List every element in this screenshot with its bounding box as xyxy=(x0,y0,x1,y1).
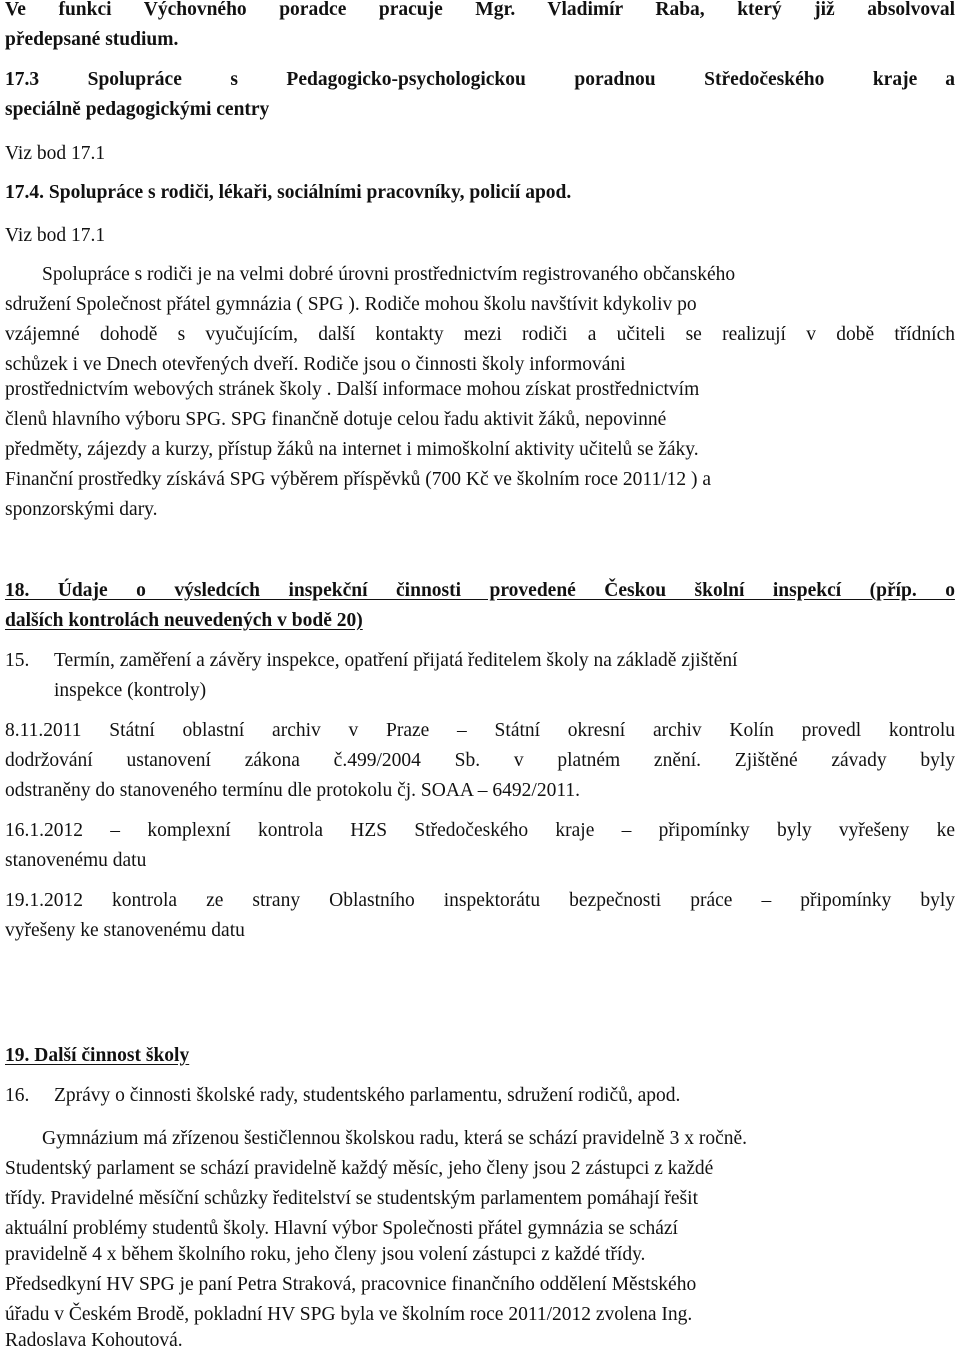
advisor-paragraph-line-1: Ve funkci Výchovného poradce pracuje Mgr. Vladimír Raba, který již absolvoval xyxy=(5,0,955,20)
section-17-3-heading-line-2: speciálně pedagogickými centry xyxy=(5,99,270,120)
inspection-3-line-1: 19.1.2012 kontrola ze strany Oblastního inspektorátu bezpečnosti práce – připomínky byly xyxy=(5,890,955,911)
item-15-text: Termín, zaměření a závěry inspekce, opatření přijatá ředitelem školy na základě zjištění xyxy=(54,650,738,671)
advisor-paragraph-line-2: předepsané studium. xyxy=(5,29,179,50)
section-17-4-reference: Viz bod 17.1 xyxy=(5,225,106,246)
council-paragraph-line-5: pravidelně 4 x během školního roku, jeho členy jsou volení zástupci z každé třídy. xyxy=(5,1244,646,1265)
council-paragraph-line-7: úřadu v Českém Brodě, pokladní HV SPG byla ve školním roce 2011/2012 zvolena Ing. xyxy=(5,1304,693,1325)
council-paragraph-line-2: Studentský parlament se schází pravidelně každý měsíc, jeho členy jsou 2 zástupci z každé xyxy=(5,1158,714,1179)
section-17-3-reference: Viz bod 17.1 xyxy=(5,143,106,164)
inspection-1-line-3: odstraněny do stanoveného termínu dle protokolu čj. SOAA – 6492/2011. xyxy=(5,780,580,801)
inspection-2-line-1: 16.1.2012 – komplexní kontrola HZS Středočeského kraje – připomínky byly vyřešeny ke xyxy=(5,820,955,841)
item-15-line-2: inspekce (kontroly) xyxy=(54,680,207,701)
parents-paragraph-line-6: členů hlavního výboru SPG. SPG finančně dotuje celou řadu aktivit žáků, nepovinné xyxy=(5,409,667,430)
council-paragraph-line-3: třídy. Pravidelné měsíční schůzky ředitelství se studentským parlamentem pomáhají řešit xyxy=(5,1188,698,1209)
inspection-1-line-2: dodržování ustanovení zákona č.499/2004 Sb. v platném znění. Zjištěné závady byly xyxy=(5,750,955,771)
section-17-3-heading-end: a xyxy=(945,69,955,90)
item-16-line xyxy=(5,1086,955,1106)
section-19-heading: 19. Další činnost školy xyxy=(5,1045,190,1066)
item-16-text: Zprávy o činnosti školské rady, studentského parlamentu, sdružení rodičů, apod. xyxy=(54,1085,681,1106)
parents-paragraph-line-8: Finanční prostředky získává SPG výběrem příspěvků (700 Kč ve školním roce 2011/12 ) a xyxy=(5,469,712,490)
parents-paragraph-line-9: sponzorskými dary. xyxy=(5,499,158,520)
council-paragraph-line-1: Gymnázium má zřízenou šestičlennou školskou radu, která se schází pravidelně 3 x ročně. xyxy=(42,1128,748,1149)
section-17-3-heading-text: 17.3 Spolupráce s Pedagogicko-psychologickou poradnou Středočeského kraje xyxy=(5,69,918,90)
parents-paragraph-line-5: prostřednictvím webových stránek školy . Další informace mohou získat prostřednictvím xyxy=(5,379,700,400)
inspection-2-line-2: stanovenému datu xyxy=(5,850,147,871)
parents-paragraph-line-7: předměty, zájezdy a kurzy, přístup žáků na internet i mimoškolní aktivity učitelů se žáky. xyxy=(5,439,699,460)
parents-paragraph-line-2: sdružení Společnost přátel gymnázia ( SPG ). Rodiče mohou školu navštívit kdykoliv po xyxy=(5,294,697,315)
item-16-number: 16. xyxy=(5,1085,30,1106)
section-17-3-heading xyxy=(5,70,955,90)
council-paragraph-line-4: aktuální problémy studentů školy. Hlavní výbor Společnosti přátel gymnázia se schází xyxy=(5,1218,678,1239)
parents-paragraph-line-4: schůzek i ve Dnech otevřených dveří. Rodiče jsou o činnosti školy informováni xyxy=(5,354,626,375)
council-paragraph-line-6: Předsedkyní HV SPG je paní Petra Straková, pracovnice finančního oddělení Městského xyxy=(5,1274,697,1295)
section-17-4-heading: 17.4. Spolupráce s rodiči, lékaři, sociálními pracovníky, policií apod. xyxy=(5,182,572,203)
council-paragraph-line-8: Radoslava Kohoutová. xyxy=(5,1330,183,1351)
item-15-line-1 xyxy=(5,651,955,671)
inspection-3-line-2: vyřešeny ke stanovenému datu xyxy=(5,920,245,941)
inspection-1-line-1: 8.11.2011 Státní oblastní archiv v Praze – Státní okresní archiv Kolín provedl kontrolu xyxy=(5,720,955,741)
section-18-heading-line-2: dalších kontrolách neuvedených v bodě 20) xyxy=(5,610,363,631)
parents-paragraph-line-1: Spolupráce s rodiči je na velmi dobré úrovni prostřednictvím registrovaného občanského xyxy=(42,264,736,285)
parents-paragraph-line-3: vzájemné dohodě s vyučujícím, další kontakty mezi rodiči a učiteli se realizují v době třídních xyxy=(5,324,955,345)
section-18-heading-line-1: 18. Údaje o výsledcích inspekční činnosti provedené Českou školní inspekcí (příp. o xyxy=(5,580,955,601)
item-15-number: 15. xyxy=(5,650,30,671)
